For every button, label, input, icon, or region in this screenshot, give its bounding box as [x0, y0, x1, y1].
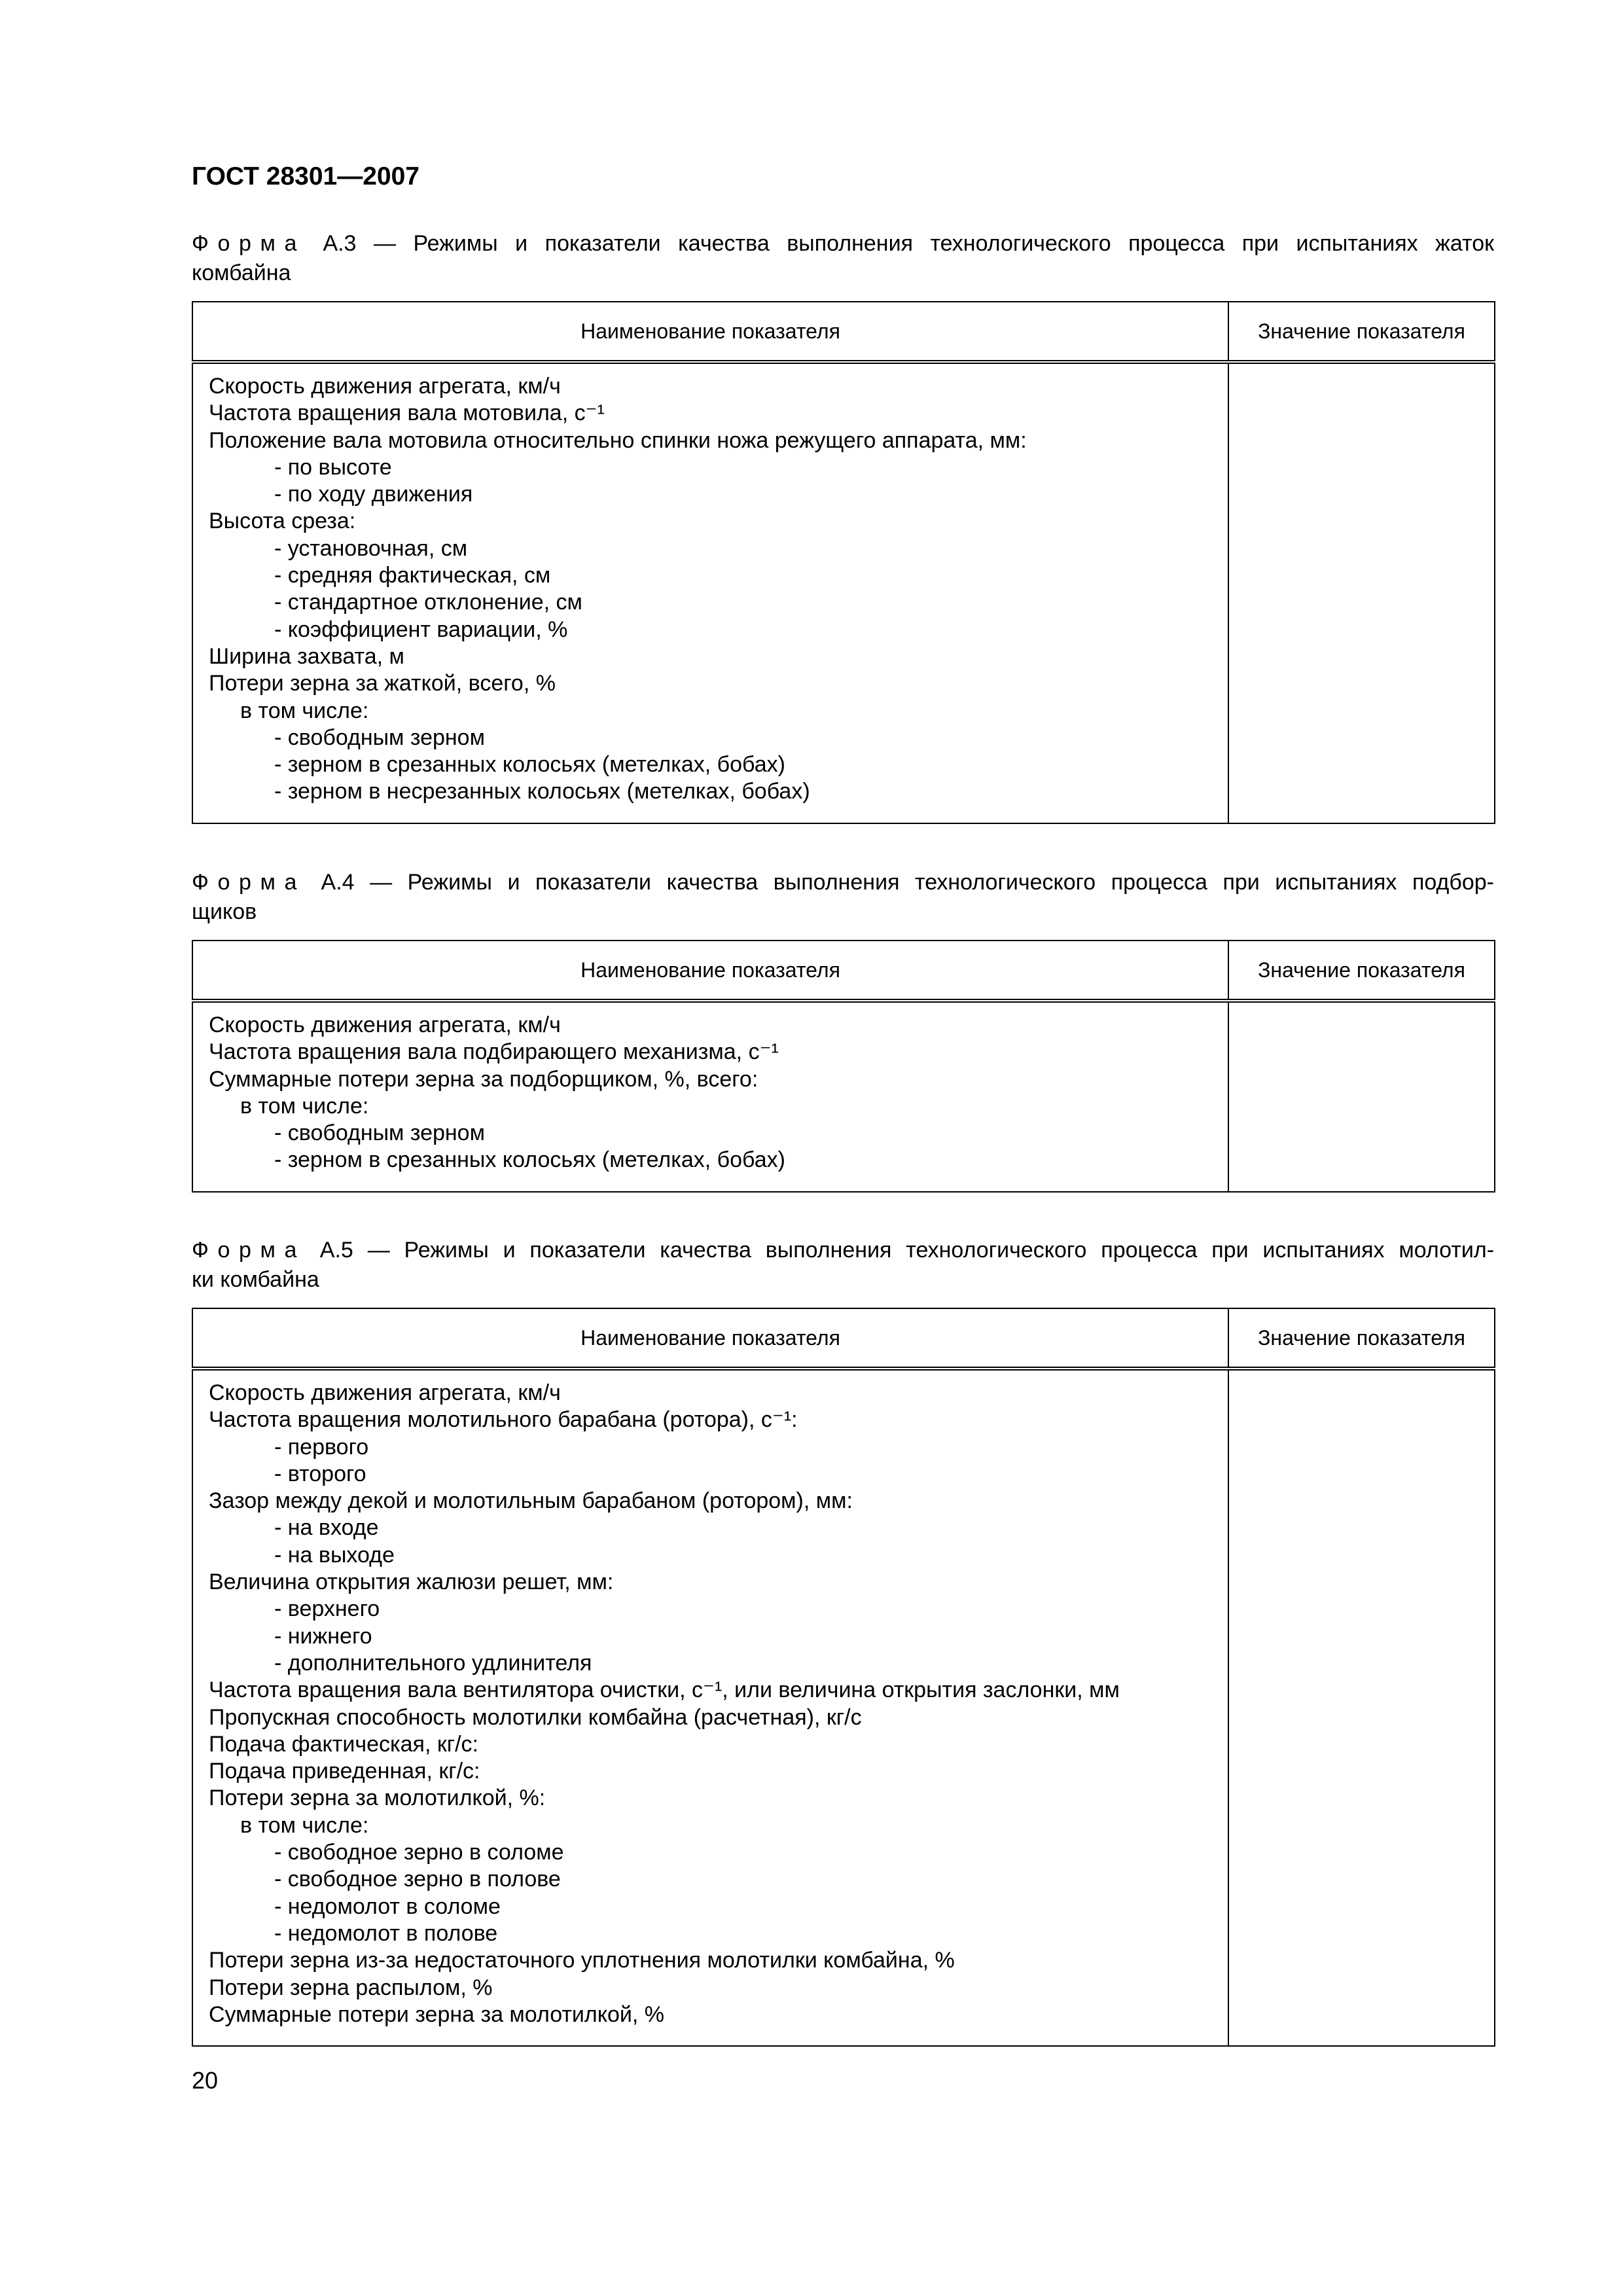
list-item: Скорость движения агрегата, км/ч: [209, 1380, 561, 1405]
form-a4-title-line1: — Режимы и показатели качества выполнения технологического процесса при испытаниях подбор-: [370, 870, 1495, 895]
list-item: Скорость движения агрегата, км/ч: [209, 374, 561, 399]
list-item: Величина открытия жалюзи решет, мм:: [209, 1570, 614, 1595]
form-a5-value-cell[interactable]: [1228, 1369, 1495, 2046]
list-item: - свободное зерно в полове: [274, 1867, 561, 1892]
list-item: - по ходу движения: [274, 482, 473, 507]
list-item: - зерном в срезанных колосьях (метелках, бобах): [274, 1147, 785, 1173]
list-item: - коэффициент вариации, %: [274, 617, 568, 642]
list-item: Потери зерна из-за недостаточного уплотнения молотилки комбайна, %: [209, 1948, 955, 1973]
list-item: - дополнительного удлинителя: [274, 1650, 592, 1676]
list-item: Частота вращения вала мотовила, с⁻¹: [209, 401, 605, 426]
list-item: Скорость движения агрегата, км/ч: [209, 1013, 561, 1037]
form-a5-table: [192, 1308, 1495, 2047]
list-item: в том числе:: [240, 698, 369, 723]
form-a5-title-line2: ки комбайна: [192, 1267, 319, 1292]
form-a5-indicator-list: [192, 1369, 1228, 2046]
form-a4-indicator-list: [192, 1001, 1228, 1192]
list-item: Частота вращения вала вентилятора очистки, с⁻¹, или величина открытия заслонки, мм: [209, 1677, 1120, 1703]
form-a3-label: Форма: [192, 231, 306, 256]
form-a4-col-name: Наименование показателя: [192, 941, 1228, 1001]
form-a4-label: Форма: [192, 870, 306, 895]
list-item: Подача фактическая, кг/с:: [209, 1731, 479, 1757]
form-a5-col-value: Значение показателя: [1228, 1308, 1495, 1369]
document-header: ГОСТ 28301—2007: [192, 162, 419, 190]
list-item: - на входе: [274, 1515, 379, 1541]
form-a4-id: А.4: [321, 870, 355, 895]
list-item: Положение вала мотовила относительно спинки ножа режущего аппарата, мм:: [209, 427, 1027, 453]
list-item: - по высоте: [274, 454, 392, 480]
list-item: - первого: [274, 1434, 369, 1460]
form-a3-table: [192, 301, 1495, 824]
form-a5-caption: [192, 1236, 1494, 1295]
list-item: - средняя фактическая, см: [274, 563, 551, 588]
list-item: - установочная, см: [274, 535, 468, 561]
form-a3-caption: [192, 229, 1494, 288]
list-item: - второго: [274, 1461, 366, 1486]
list-item: Ширина захвата, м: [209, 643, 404, 669]
list-item: - свободное зерно в соломе: [274, 1840, 564, 1865]
list-item: - на выходе: [274, 1542, 395, 1568]
list-item: Суммарные потери зерна за молотилкой, %: [209, 2001, 665, 2027]
form-a5-label: Форма: [192, 1238, 306, 1263]
list-item: - свободным зерном: [274, 725, 485, 750]
list-item: - недомолот в полове: [274, 1920, 498, 1946]
form-a4-title-line2: щиков: [192, 899, 257, 924]
form-a3-col-value: Значение показателя: [1228, 302, 1495, 362]
list-item: в том числе:: [240, 1093, 369, 1119]
list-item: Пропускная способность молотилки комбайна (расчетная), кг/с: [209, 1704, 862, 1730]
list-item: Подача приведенная, кг/с:: [209, 1759, 480, 1784]
list-item: - свободным зерном: [274, 1121, 485, 1146]
list-item: Высота среза:: [209, 509, 356, 534]
list-item: - зерном в срезанных колосьях (метелках, бобах): [274, 752, 785, 778]
list-item: - зерном в несрезанных колосьях (метелках, бобах): [274, 779, 810, 804]
form-a3-title-line2: комбайна: [192, 260, 291, 285]
list-item: - стандартное отклонение, см: [274, 590, 582, 615]
list-item: Потери зерна распылом, %: [209, 1975, 493, 2000]
form-a3-col-name: Наименование показателя: [192, 302, 1228, 362]
form-a4-caption: [192, 868, 1494, 927]
list-item: Потери зерна за молотилкой, %:: [209, 1785, 546, 1811]
form-a4-value-cell[interactable]: [1228, 1001, 1495, 1192]
list-item: - недомолот в соломе: [274, 1893, 501, 1919]
form-a3-title-line1: — Режимы и показатели качества выполнения технологического процесса при испытаниях жаток: [373, 231, 1494, 256]
list-item: в том числе:: [240, 1812, 369, 1838]
list-item: Потери зерна за жаткой, всего, %: [209, 671, 556, 696]
form-a4-table: [192, 940, 1495, 1193]
form-a3-id: А.3: [323, 231, 357, 256]
form-a4-col-value: Значение показателя: [1228, 941, 1495, 1001]
form-a3-value-cell[interactable]: [1228, 362, 1495, 823]
list-item: Суммарные потери зерна за подборщиком, %, всего:: [209, 1066, 758, 1092]
form-a5-title-line1: — Режимы и показатели качества выполнения технологического процесса при испытаниях молотил-: [367, 1238, 1495, 1263]
list-item: Зазор между декой и молотильным барабаном (ротором), мм:: [209, 1488, 853, 1514]
list-item: - верхнего: [274, 1596, 380, 1622]
form-a5-col-name: Наименование показателя: [192, 1308, 1228, 1369]
list-item: Частота вращения молотильного барабана (ротора), с⁻¹:: [209, 1407, 798, 1433]
form-a3-indicator-list: [192, 362, 1228, 823]
page-number: 20: [192, 2067, 219, 2094]
list-item: Частота вращения вала подбирающего механизма, с⁻¹: [209, 1039, 779, 1065]
list-item: - нижнего: [274, 1623, 372, 1649]
form-a5-id: А.5: [319, 1238, 353, 1263]
